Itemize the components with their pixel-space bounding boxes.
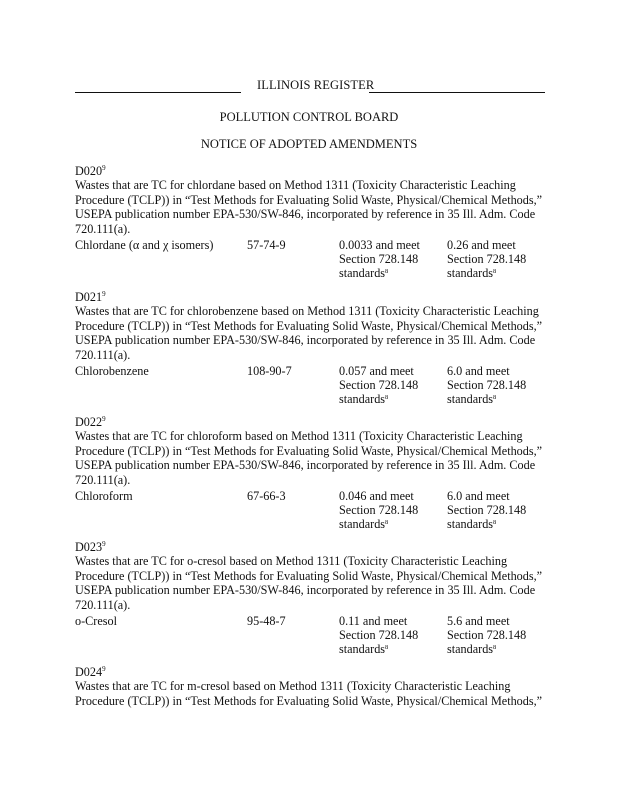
- waste-entry: [75, 665, 555, 708]
- header-rule-left: [75, 92, 241, 93]
- notice-title: NOTICE OF ADOPTED AMENDMENTS: [200, 137, 418, 151]
- constituent-name: Chloroform: [75, 489, 133, 504]
- waste-entry: [75, 164, 555, 282]
- constituent-name: o-Cresol: [75, 614, 117, 629]
- cas-number: 57-74-9: [247, 238, 286, 253]
- constituent-row: [75, 489, 555, 533]
- cas-number: 67-66-3: [247, 489, 286, 504]
- nonwastewater-standard: 5.6 and meet Section 728.148 standards$^8$: [447, 614, 527, 657]
- waste-code: $D021^9$: [75, 290, 106, 304]
- waste-code: $D020^9$: [75, 164, 106, 178]
- constituent-row: [75, 364, 555, 408]
- wastewater-standard: 0.11 and meet Section 728.148 standards$^8$: [339, 614, 419, 657]
- constituent-name: Chlorobenzene: [75, 364, 149, 379]
- constituent-row: [75, 238, 555, 282]
- cas-number: 95-48-7: [247, 614, 286, 629]
- waste-code: $D023^9$: [75, 540, 106, 554]
- waste-entry: [75, 290, 555, 408]
- register-title: ILLINOIS REGISTER: [257, 78, 375, 92]
- waste-entry: [75, 415, 555, 533]
- nonwastewater-standard: 6.0 and meet Section 728.148 standards$^8$: [447, 364, 527, 407]
- waste-code: $D022^9$: [75, 415, 106, 429]
- nonwastewater-standard: 6.0 and meet Section 728.148 standards$^8$: [447, 489, 527, 532]
- cas-number: 108-90-7: [247, 364, 292, 379]
- waste-code: $D024^9$: [75, 665, 106, 679]
- waste-description: Wastes that are TC for chlorobenzene based on Method 1311 (Toxicity Characteristic Leaching Procedure (TCLP)) in “Test Methods for Evaluating Solid Waste, Physical/Chemical Methods,” USEPA publication number EPA-530/SW-846, incorporated by reference in 35 Ill. Adm. Code 720.111(a).: [75, 304, 543, 362]
- waste-entry: [75, 540, 555, 658]
- wastewater-standard: 0.0033 and meet Section 728.148 standards$^8$: [339, 238, 420, 281]
- wastewater-standard: 0.046 and meet Section 728.148 standards$^8$: [339, 489, 419, 532]
- waste-description: Wastes that are TC for o-cresol based on Method 1311 (Toxicity Characteristic Leaching Procedure (TCLP)) in “Test Methods for Evaluating Solid Waste, Physical/Chemical Methods,” USEPA publication number EPA-530/SW-846, incorporated by reference in 35 Ill. Adm. Code 720.111(a).: [75, 554, 543, 612]
- constituent-row: [75, 614, 555, 658]
- board-title: POLLUTION CONTROL BOARD: [219, 110, 399, 124]
- header-rule-right: [369, 92, 545, 93]
- waste-description: Wastes that are TC for m-cresol based on Method 1311 (Toxicity Characteristic Leaching Procedure (TCLP)) in “Test Methods for Evaluating Solid Waste, Physical/Chemical Methods,”: [75, 679, 543, 708]
- waste-description: Wastes that are TC for chlordane based on Method 1311 (Toxicity Characteristic Leaching Procedure (TCLP)) in “Test Methods for Evaluating Solid Waste, Physical/Chemical Methods,” USEPA publication number EPA-530/SW-846, incorporated by reference in 35 Ill. Adm. Code 720.111(a).: [75, 178, 543, 236]
- nonwastewater-standard: 0.26 and meet Section 728.148 standards$^8$: [447, 238, 527, 281]
- constituent-name: Chlordane (α and χ isomers): [75, 238, 214, 253]
- wastewater-standard: 0.057 and meet Section 728.148 standards$^8$: [339, 364, 419, 407]
- waste-description: Wastes that are TC for chloroform based on Method 1311 (Toxicity Characteristic Leaching Procedure (TCLP)) in “Test Methods for Evaluating Solid Waste, Physical/Chemical Methods,” USEPA publication number EPA-530/SW-846, incorporated by reference in 35 Ill. Adm. Code 720.111(a).: [75, 429, 543, 487]
